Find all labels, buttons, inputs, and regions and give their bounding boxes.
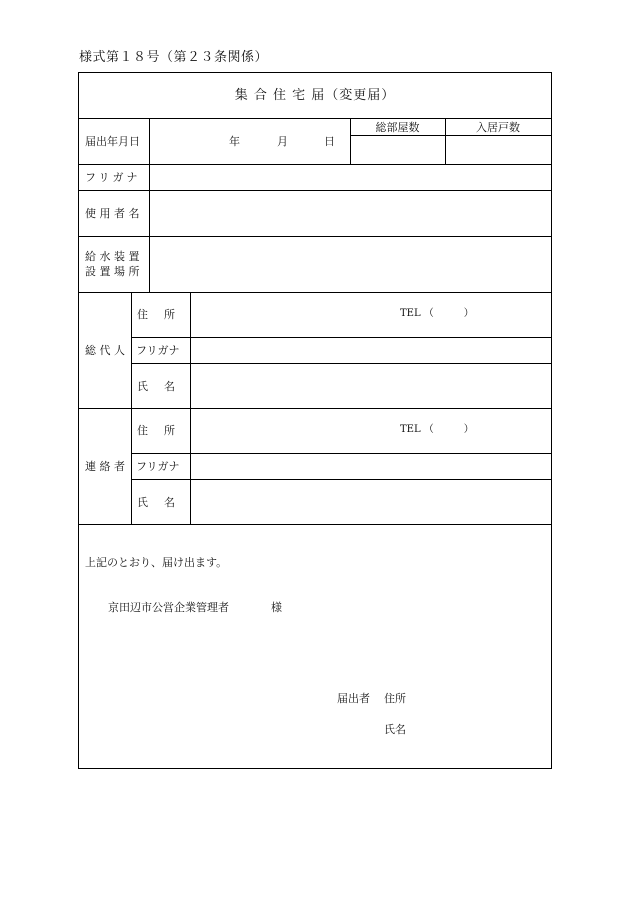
installation-location-field[interactable]	[150, 237, 551, 292]
month-label: 月	[277, 135, 288, 148]
total-rooms-field[interactable]	[351, 136, 445, 164]
rep-address-label: 住 所	[137, 308, 175, 321]
page-title: 集 合 住 宅 届（変更届）	[234, 88, 396, 103]
divider	[131, 292, 132, 524]
contact-tel-label: TEL （ ）	[400, 424, 474, 435]
contact-label: 連 絡 者	[85, 460, 125, 473]
contact-name-field[interactable]	[191, 480, 551, 524]
notice-statement: 上記のとおり、届け出ます。	[85, 556, 228, 569]
rep-address-field[interactable]	[191, 293, 551, 337]
total-rooms-label: 総部屋数	[375, 121, 420, 134]
contact-furigana-field[interactable]	[191, 454, 551, 479]
contact-furigana-label: フリガナ	[136, 460, 180, 473]
applicant-name-label: 氏名	[384, 723, 406, 736]
form-number: 様式第１８号（第２３条関係）	[79, 50, 269, 65]
addressee: 京田辺市公営企業管理者	[108, 601, 229, 614]
applicant-label: 届出者	[337, 692, 370, 705]
location-label-line1: 給 水 装 置	[85, 250, 140, 263]
submission-date-field[interactable]	[150, 119, 350, 164]
date-label: 届出年月日	[85, 135, 140, 148]
location-label-line2: 設 置 場 所	[85, 265, 140, 278]
occupied-units-field[interactable]	[446, 136, 551, 164]
furigana-label: フリガナ	[85, 171, 141, 184]
day-label: 日	[324, 135, 335, 148]
year-label: 年	[229, 135, 240, 148]
rep-name-label: 氏 名	[137, 380, 175, 393]
form-frame	[78, 72, 552, 769]
user-name-field[interactable]	[150, 191, 551, 236]
rep-tel-label: TEL （ ）	[400, 308, 474, 319]
applicant-name-field[interactable]	[414, 716, 544, 738]
user-name-label: 使 用 者 名	[85, 207, 140, 220]
honorific: 様	[271, 601, 282, 614]
rep-name-field[interactable]	[191, 364, 551, 408]
applicant-address-label: 住所	[384, 692, 406, 705]
rep-furigana-label: フリガナ	[136, 344, 180, 357]
furigana-field[interactable]	[150, 165, 551, 190]
occupied-units-label: 入居戸数	[476, 121, 520, 134]
contact-address-field[interactable]	[191, 409, 551, 453]
representative-label: 総 代 人	[85, 344, 125, 357]
rep-furigana-field[interactable]	[191, 338, 551, 363]
applicant-address-field[interactable]	[414, 685, 544, 707]
contact-address-label: 住 所	[137, 424, 175, 437]
contact-name-label: 氏 名	[137, 496, 175, 509]
divider	[79, 524, 551, 525]
